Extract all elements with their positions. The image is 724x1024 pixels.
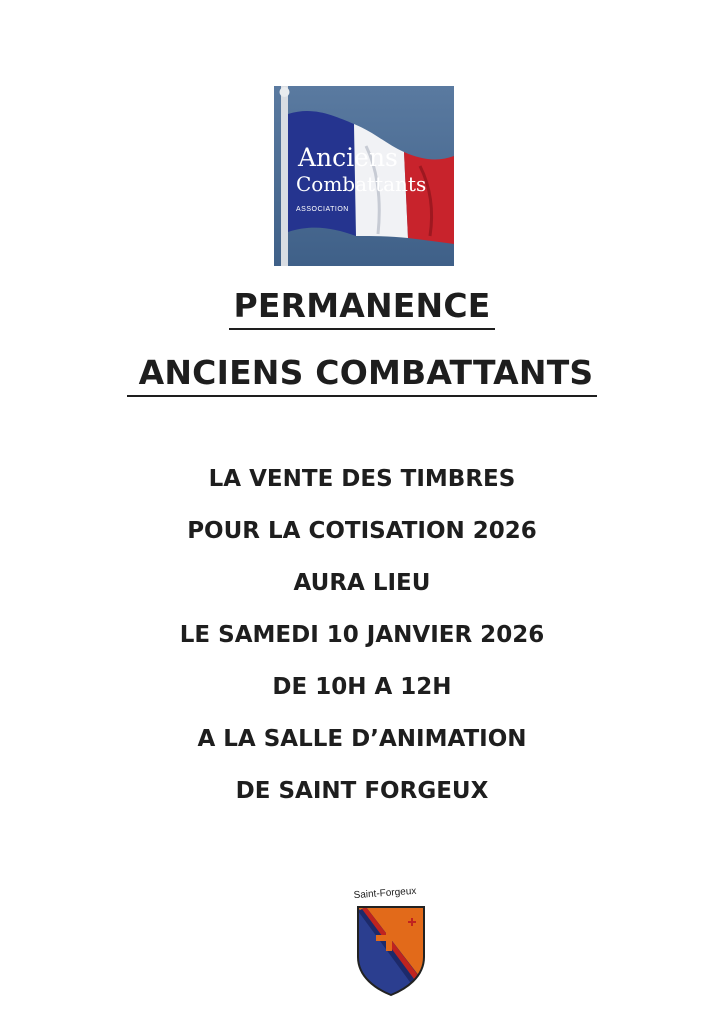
association-logo — [274, 86, 454, 266]
flag-image — [274, 86, 454, 266]
logo-subtitle: ASSOCIATION — [296, 206, 349, 213]
headline-line1: PERMANENCE — [229, 286, 494, 330]
body-line-aura-lieu: AURA LIEU — [293, 570, 431, 596]
body-line-vente: LA VENTE DES TIMBRES — [208, 466, 516, 492]
body-line-hours: DE 10H A 12H — [272, 674, 452, 700]
headline-permanence — [0, 286, 724, 330]
body-line-date: LE SAMEDI 10 JANVIER 2026 — [179, 622, 545, 648]
logo-title-line2: Combattants — [296, 172, 427, 196]
coat-of-arms-icon — [356, 905, 426, 997]
crest-label: Saint-Forgeux — [353, 885, 417, 902]
logo-title-line1: Anciens — [298, 143, 398, 172]
headline-anciens-combattants — [0, 353, 724, 397]
headline-line2: ANCIENS COMBATTANTS — [127, 353, 598, 397]
body-line-cotisation: POUR LA COTISATION 2026 — [187, 518, 537, 544]
body-line-commune: DE SAINT FORGEUX — [235, 778, 489, 804]
body-line-salle: A LA SALLE D’ANIMATION — [197, 726, 527, 752]
